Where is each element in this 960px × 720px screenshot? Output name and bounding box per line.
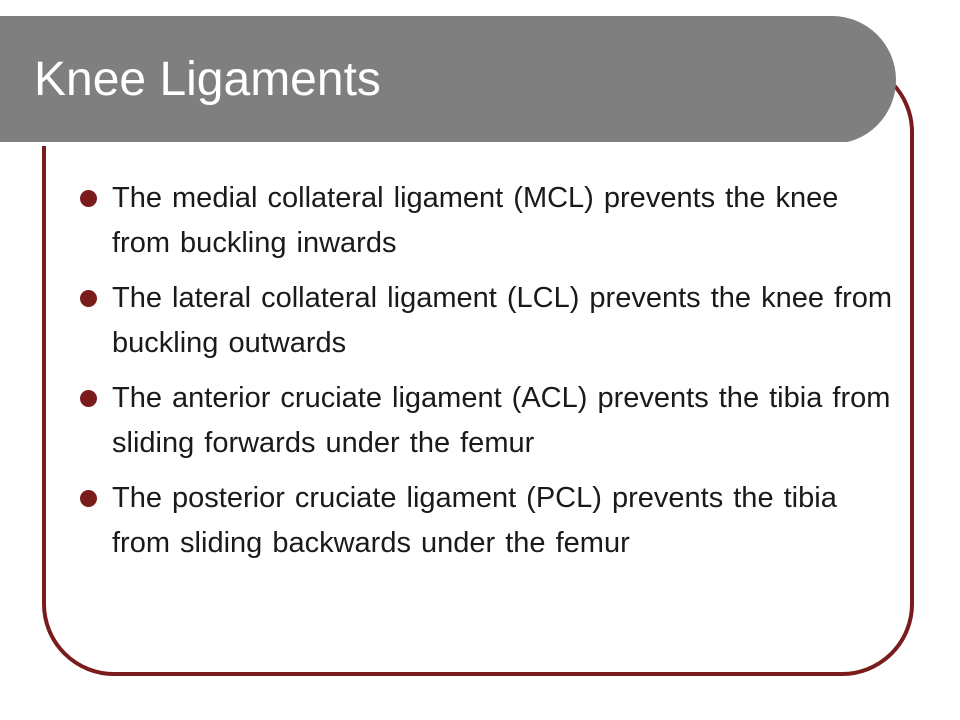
bullet-icon [80,190,97,207]
title-underline [0,142,848,146]
bullet-list [80,176,900,576]
bullet-text: The anterior cruciate ligament (ACL) prevents the tibia from sliding forwards under the femur [112,382,891,459]
bullet-icon [80,390,97,407]
bullet-icon [80,290,97,307]
bullet-item-acl [80,376,900,466]
bullet-text: The medial collateral ligament (MCL) prevents the knee from buckling inwards [112,182,839,259]
bullet-text: The posterior cruciate ligament (PCL) prevents the tibia from sliding backwards under the femur [112,482,837,559]
bullet-item-mcl [80,176,900,266]
bullet-icon [80,490,97,507]
bullet-item-lcl [80,276,900,366]
title-bar [0,16,896,144]
bullet-item-pcl [80,476,900,566]
slide-title: Knee Ligaments [34,53,381,106]
bullet-text: The lateral collateral ligament (LCL) prevents the knee from buckling outwards [112,282,893,359]
